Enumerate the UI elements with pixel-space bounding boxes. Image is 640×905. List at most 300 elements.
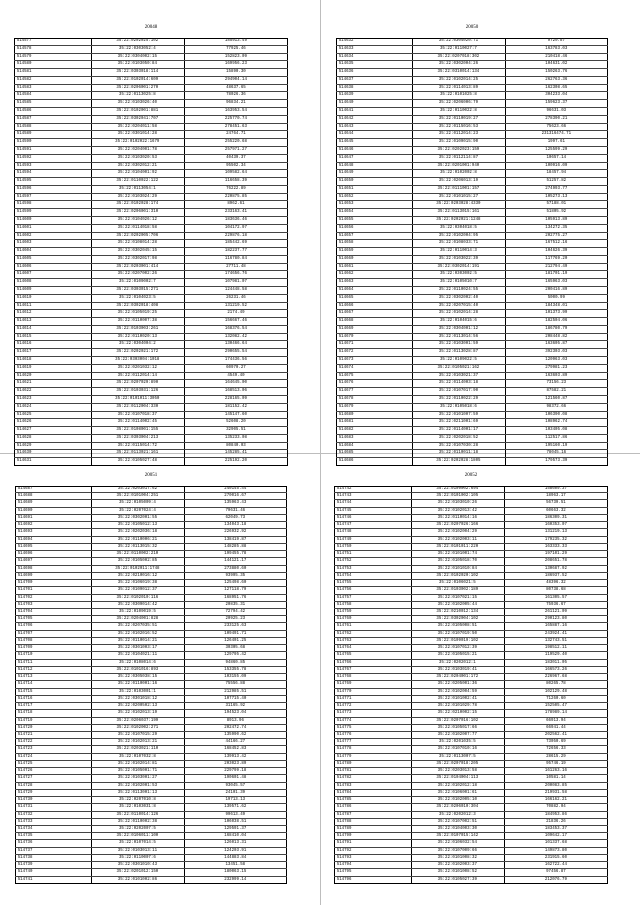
record-number: 514737 xyxy=(17,848,33,853)
value-cell: 290655.54 xyxy=(224,350,247,355)
value-cell: 210418.46 xyxy=(545,54,568,59)
value-cell: 135233.08 xyxy=(224,435,247,440)
cadastral-number: 35:22:0102028:174 xyxy=(116,202,159,207)
record-number: 514769 xyxy=(336,682,352,687)
value-cell: 161305.57 xyxy=(544,595,567,600)
record-number: 514586 xyxy=(16,109,32,114)
table-row xyxy=(334,631,608,638)
record-number: 514755 xyxy=(336,581,352,586)
cadastral-number: 35:22:0210016:12 xyxy=(117,573,158,578)
value-cell: 262763.36 xyxy=(545,77,568,82)
sheet-2 xyxy=(336,25,608,466)
value-cell: 100916.09 xyxy=(545,163,568,168)
value-cell: 127118.79 xyxy=(224,588,247,593)
value-cell: 108962.74 xyxy=(545,420,568,425)
record-number: 514791 xyxy=(336,841,352,846)
value-cell: 95746.19 xyxy=(546,761,566,766)
record-number: 514609 xyxy=(16,288,32,292)
record-number: 514773 xyxy=(336,711,352,716)
table-row xyxy=(15,681,287,688)
value-cell: 102129.48 xyxy=(544,689,567,694)
record-number: 514640 xyxy=(338,101,354,106)
record-number: 514700 xyxy=(17,581,33,586)
cadastral-number: 35:22:0206037:199 xyxy=(116,718,159,723)
cadastral-number: 35:22:0114013:89 xyxy=(438,85,479,90)
table-row xyxy=(15,840,287,847)
value-cell: 243924.41 xyxy=(544,631,567,636)
value-cell: 144121.17 xyxy=(224,559,247,564)
cadastral-number: 35:22:0102014:25 xyxy=(438,77,479,82)
record-number: 514723 xyxy=(17,747,33,752)
record-number: 514620 xyxy=(16,373,32,378)
cadastral-number: 35:22:0109002:694 xyxy=(436,487,479,491)
table-row xyxy=(14,380,288,388)
record-number: 514594 xyxy=(16,171,32,176)
value-cell: 185913.49 xyxy=(224,39,247,43)
cadastral-number: 35:22:0104021:11 xyxy=(117,653,158,658)
table-row xyxy=(334,826,608,833)
table-row xyxy=(14,427,288,435)
cadastral-number: 35:22:0304001:12 xyxy=(438,326,479,331)
cadastral-number: 35:22:0113001:13 xyxy=(117,790,158,795)
record-number: 514754 xyxy=(336,573,352,578)
value-cell: 73050.69 xyxy=(546,740,566,745)
table-row xyxy=(14,373,288,381)
value-cell: 48637.65 xyxy=(226,85,246,90)
value-cell: 194523.04 xyxy=(224,711,247,716)
table-row xyxy=(334,674,608,681)
table-row xyxy=(334,689,608,696)
table-row xyxy=(334,566,608,573)
value-cell: 96834.21 xyxy=(226,101,246,106)
record-number: 514793 xyxy=(336,855,352,860)
table-row xyxy=(15,558,287,565)
value-cell: 104626.39 xyxy=(545,249,568,254)
value-cell: 139571.62 xyxy=(224,805,247,810)
cadastral-number: 35:22:0110014:21 xyxy=(117,638,158,643)
record-number: 514768 xyxy=(336,675,352,680)
cadastral-number: 35:22:0301014:28 xyxy=(117,132,157,137)
value-cell: 138419.87 xyxy=(224,537,247,542)
record-number: 514699 xyxy=(17,573,33,578)
cadastral-number: 35:22:0206001:270 xyxy=(116,85,159,90)
record-number: 514749 xyxy=(336,537,352,542)
cadastral-number: 35:22:0108014:6 xyxy=(118,660,156,665)
cadastral-number: 35:22:0107019:50 xyxy=(437,631,477,636)
cadastral-number: 35:22:0107030:28 xyxy=(438,443,479,448)
record-number: 514772 xyxy=(336,704,352,709)
cadastral-number: 35:22:0206001:310 xyxy=(116,210,159,215)
record-number: 514633 xyxy=(338,46,354,51)
record-number: 514613 xyxy=(16,319,32,324)
table-row xyxy=(15,667,287,674)
table-row xyxy=(15,754,287,761)
record-number: 514712 xyxy=(17,667,33,672)
value-cell: 183453.37 xyxy=(544,827,567,832)
cadastral-number: 35:22:0102002:271 xyxy=(116,725,159,730)
cadastral-number: 35:22:0204001:78 xyxy=(117,147,157,152)
cadastral-number: 35:22:0113025:8 xyxy=(118,93,156,98)
record-number: 514645 xyxy=(338,140,354,145)
table-row xyxy=(14,69,288,77)
value-cell: 20925.23 xyxy=(225,617,246,622)
cadastral-number: 35:22:0104004:113 xyxy=(436,776,479,781)
table-row xyxy=(15,696,287,703)
value-cell: 124448.58 xyxy=(224,288,247,292)
table-row xyxy=(334,855,608,862)
value-cell: 208651.78 xyxy=(544,559,567,564)
value-cell: 21836.26 xyxy=(546,819,566,824)
record-number: 514720 xyxy=(17,725,33,730)
table-row xyxy=(334,746,608,753)
table-row xyxy=(15,522,287,529)
record-number: 514590 xyxy=(16,140,32,145)
sheet-3 xyxy=(15,473,287,884)
cadastral-number: 35:22:0103013:11 xyxy=(117,848,158,853)
table-row xyxy=(15,674,287,681)
value-cell: 130687.92 xyxy=(544,566,567,571)
value-cell: 273880.60 xyxy=(224,566,247,571)
record-number: 514758 xyxy=(336,602,352,607)
value-cell: 290123.80 xyxy=(544,617,567,622)
cadastral-number: 35:22:0109022:5 xyxy=(439,358,477,363)
table-row xyxy=(14,147,288,155)
record-number: 514757 xyxy=(336,595,352,600)
cadastral-number: 35:22:0301003:17 xyxy=(117,646,158,651)
table-row xyxy=(14,240,288,248)
record-number: 514784 xyxy=(336,790,352,795)
table-row xyxy=(336,124,608,132)
table-row xyxy=(336,147,608,155)
table-row xyxy=(14,365,288,373)
record-number: 514675 xyxy=(338,373,354,378)
value-cell: 109491.71 xyxy=(224,631,247,636)
table-row xyxy=(334,833,608,840)
record-number: 514659 xyxy=(338,249,354,254)
value-cell: 27711.48 xyxy=(226,264,246,269)
record-number: 514771 xyxy=(336,696,352,701)
cadastral-number: 35:22:0102001:881 xyxy=(116,109,159,114)
table-row xyxy=(14,77,288,85)
record-number: 514762 xyxy=(336,631,352,636)
cadastral-number: 35:22:0103001:59 xyxy=(438,342,479,347)
value-cell: 208448.82 xyxy=(545,334,568,339)
value-cell: 2174.49 xyxy=(227,311,245,316)
value-cell: 20835.31 xyxy=(225,602,246,607)
record-number: 514604 xyxy=(16,249,32,254)
value-cell: 165963.03 xyxy=(545,280,568,285)
value-cell: 229799.18 xyxy=(224,769,247,774)
cadastral-number: 35:22:0101010:84 xyxy=(437,566,477,571)
table-row xyxy=(334,739,608,746)
value-cell: 10581.14 xyxy=(546,776,566,781)
table-row xyxy=(336,271,608,279)
record-number: 514724 xyxy=(17,754,33,759)
table-row xyxy=(336,233,608,241)
cadastral-number: 35:22:0109002:7 xyxy=(118,280,156,285)
record-number: 514679 xyxy=(338,404,354,409)
cadastral-number: 35:22:0107017:90 xyxy=(438,389,479,394)
table-row xyxy=(15,573,287,580)
record-number: 514667 xyxy=(338,311,354,316)
cadastral-number: 35:22:0207016:102 xyxy=(436,718,479,723)
cadastral-number: 35:22:0101002:105 xyxy=(436,494,479,499)
record-number: 514671 xyxy=(338,342,354,347)
record-number: 514763 xyxy=(336,638,352,643)
cadastral-number: 35:22:0302041:707 xyxy=(116,116,159,121)
table-row xyxy=(336,194,608,202)
table-row xyxy=(336,85,608,93)
record-number: 514653 xyxy=(338,202,354,207)
record-number: 514651 xyxy=(338,186,354,191)
cadastral-number: 35:22:0105018:70 xyxy=(437,559,477,564)
record-number: 514713 xyxy=(17,675,33,680)
value-cell: 279981.23 xyxy=(545,365,568,370)
value-cell: 95502.34 xyxy=(226,163,246,168)
cadastral-number: 35:22:0110014:16 xyxy=(437,515,477,520)
table-row xyxy=(15,804,287,811)
cadastral-number: 35:22:0302004:26 xyxy=(438,62,479,67)
value-cell: 4549.40 xyxy=(227,373,245,378)
table-row xyxy=(14,349,288,357)
cadastral-number: 35:22:0102020:102 xyxy=(436,573,479,578)
cadastral-number: 35:22:0113014:56 xyxy=(438,334,479,339)
cadastral-number: 35:22:0110020:13 xyxy=(117,334,157,339)
sheet-1 xyxy=(14,25,288,466)
value-cell: 77925.46 xyxy=(226,46,246,51)
record-number: 514704 xyxy=(17,609,33,614)
value-cell: 26231.46 xyxy=(226,295,246,300)
value-cell: 229876.18 xyxy=(224,233,247,238)
value-cell: 44166.27 xyxy=(225,740,246,745)
value-cell: 78045.16 xyxy=(546,451,567,456)
table-row xyxy=(334,877,608,884)
value-cell: 8962.61 xyxy=(227,202,245,207)
table-row xyxy=(15,508,287,515)
value-cell: 116658.39 xyxy=(224,179,247,184)
record-number: 514715 xyxy=(17,689,33,694)
record-number: 514752 xyxy=(336,559,352,564)
value-cell: 178989.14 xyxy=(544,711,567,716)
table-row xyxy=(15,869,287,876)
table-row xyxy=(334,500,608,507)
cadastral-number: 35:22:0105021:162 xyxy=(437,365,480,370)
table-row xyxy=(334,862,608,869)
cadastral-number: 35:22:0203021:110 xyxy=(116,747,159,752)
record-number: 514717 xyxy=(17,704,33,709)
record-number: 514676 xyxy=(338,381,354,386)
record-number: 514767 xyxy=(336,667,352,672)
cadastral-number: 35:22:0101001:74 xyxy=(437,552,477,557)
record-number: 514687 xyxy=(17,487,33,491)
value-cell: 119529.40 xyxy=(544,653,567,658)
value-cell: 121560.87 xyxy=(545,396,568,401)
table-row xyxy=(15,580,287,587)
table-row xyxy=(14,310,288,318)
value-cell: 18963.17 xyxy=(546,494,566,499)
table-row xyxy=(336,217,608,225)
record-number: 514694 xyxy=(17,537,33,542)
table-row xyxy=(336,61,608,69)
record-number: 514719 xyxy=(17,718,33,723)
table-row xyxy=(334,537,608,544)
record-number: 514582 xyxy=(16,77,32,82)
record-number: 514744 xyxy=(336,501,352,506)
table-row xyxy=(334,797,608,804)
value-cell: 130466.64 xyxy=(224,342,247,347)
cadastral-number: 35:22:0105008:51 xyxy=(437,624,477,629)
value-cell: 169956.23 xyxy=(224,62,247,67)
value-cell: 94860.85 xyxy=(225,660,246,665)
cadastral-number: 35:22:0102014:609 xyxy=(116,77,159,82)
cadastral-number: 35:22:0114002:45 xyxy=(117,420,157,425)
sheet-title: 20052 xyxy=(464,473,478,478)
record-number: 514683 xyxy=(338,435,354,440)
record-number: 514673 xyxy=(338,358,354,363)
record-number: 514672 xyxy=(338,350,354,355)
value-cell: 145285.41 xyxy=(224,451,247,456)
value-cell: 179573.39 xyxy=(545,459,568,464)
record-number: 514698 xyxy=(17,566,33,571)
table-row xyxy=(336,287,608,295)
table-row xyxy=(334,732,608,739)
record-number: 514592 xyxy=(16,155,32,160)
cadastral-number: 35:22:0304018:5 xyxy=(439,225,477,230)
cadastral-number: 35:22:0302002:40 xyxy=(438,295,479,300)
table-row xyxy=(336,334,608,342)
cadastral-number: 35:22:0103022:39 xyxy=(438,256,479,261)
record-number: 514789 xyxy=(336,827,352,832)
value-cell: 75623.66 xyxy=(546,124,567,129)
cadastral-number: 35:22:0304020:71 xyxy=(438,39,479,43)
cadastral-number: 35:22:0106019:38 xyxy=(117,581,158,586)
table-row xyxy=(14,388,288,396)
record-number: 514714 xyxy=(17,682,33,687)
table-row xyxy=(334,580,608,587)
record-number: 514612 xyxy=(16,311,32,316)
cadastral-number: 35:22:0207029:890 xyxy=(116,381,159,386)
cadastral-number: 35:22:0102010:116 xyxy=(116,595,159,600)
value-cell: 78026.36 xyxy=(226,93,246,98)
value-cell: 240145.44 xyxy=(224,487,247,491)
value-cell: 261121.09 xyxy=(544,609,567,614)
value-cell: 120963.03 xyxy=(545,358,568,363)
value-cell: 168452.83 xyxy=(224,747,247,752)
value-cell: 105913.89 xyxy=(545,217,568,222)
cadastral-number: 35:22:0203001:414 xyxy=(116,264,159,269)
record-number: 514740 xyxy=(17,870,33,875)
cadastral-number: 35:22:0103002:189 xyxy=(436,588,479,593)
value-cell: 117769.20 xyxy=(545,256,568,261)
cadastral-number: 35:22:0105010:7 xyxy=(439,280,477,285)
record-number: 514616 xyxy=(16,342,32,347)
cadastral-number: 35:22:0110022:122 xyxy=(116,179,159,184)
cadastral-number: 35:22:0103003:261 xyxy=(116,326,159,331)
record-number: 514625 xyxy=(16,412,32,417)
table-row xyxy=(14,458,288,466)
value-cell: 294904.14 xyxy=(224,77,247,82)
value-cell: 163605.87 xyxy=(545,342,568,347)
value-cell: 203023.89 xyxy=(224,761,247,766)
value-cell: 72656.33 xyxy=(546,747,566,752)
table-row xyxy=(334,848,608,855)
record-number: 514655 xyxy=(338,217,354,222)
cadastral-number: 35:22:0114003:18 xyxy=(438,381,479,386)
record-number: 514733 xyxy=(17,819,33,824)
table-row xyxy=(336,248,608,256)
record-number: 514696 xyxy=(17,552,33,557)
value-cell: 182237.77 xyxy=(224,249,247,254)
value-cell: 112517.86 xyxy=(545,435,568,440)
table-row xyxy=(15,725,287,732)
value-cell: 134272.35 xyxy=(545,225,568,230)
record-number: 514761 xyxy=(336,624,352,629)
cadastral-number: 35:22:0102007:77 xyxy=(437,732,477,737)
record-number: 514787 xyxy=(336,812,352,817)
value-cell: 80840.03 xyxy=(226,443,246,448)
record-number: 514685 xyxy=(338,451,354,456)
cadastral-number: 35:22:0106011:100 xyxy=(116,834,159,839)
value-cell: 181152.42 xyxy=(224,404,247,409)
value-cell: 126401.25 xyxy=(224,638,247,643)
record-number: 514583 xyxy=(16,85,32,90)
record-number: 514735 xyxy=(17,834,33,839)
table-row xyxy=(15,718,287,725)
table-row xyxy=(334,703,608,710)
value-cell: 103155.09 xyxy=(224,675,247,680)
value-cell: 278451.63 xyxy=(224,124,247,129)
value-cell: 180063.15 xyxy=(224,870,247,875)
record-number: 514718 xyxy=(17,711,33,716)
record-number: 514602 xyxy=(16,233,32,238)
record-number: 514743 xyxy=(336,494,352,499)
value-cell: 225192.20 xyxy=(224,459,247,464)
value-cell: 148285.88 xyxy=(224,544,247,549)
table-row xyxy=(15,783,287,790)
table-row xyxy=(14,46,288,54)
cadastral-number: 35:22:0102014:28 xyxy=(438,311,479,316)
value-cell: 75556.88 xyxy=(225,682,246,687)
table-row xyxy=(334,551,608,558)
sheet-title: 20048 xyxy=(144,25,158,30)
record-number: 514658 xyxy=(338,241,354,246)
record-number: 514684 xyxy=(338,443,354,448)
table-row xyxy=(14,248,288,256)
cadastral-number: 35:22:0106032:54 xyxy=(437,841,477,846)
table-row xyxy=(14,170,288,178)
record-number: 514776 xyxy=(336,732,352,737)
table-row xyxy=(15,638,287,645)
value-cell: 75936.67 xyxy=(546,602,566,607)
data-table xyxy=(14,38,288,466)
cadastral-number: 35:22:0110022:29 xyxy=(438,396,479,401)
record-number: 514760 xyxy=(336,617,352,622)
table-row xyxy=(15,833,287,840)
table-row xyxy=(14,279,288,287)
table-row xyxy=(14,233,288,241)
cadastral-number: 35:22:0302004:102 xyxy=(436,617,479,622)
record-number: 514623 xyxy=(16,396,32,401)
table-row xyxy=(334,869,608,876)
cadastral-number: 35:22:0202036:18 xyxy=(117,530,158,535)
record-number: 514603 xyxy=(16,241,32,246)
cadastral-number: 35:22:0110007:6 xyxy=(118,855,156,860)
table-row xyxy=(336,209,608,217)
table-row xyxy=(336,341,608,349)
record-number: 514701 xyxy=(17,588,33,593)
value-cell: 270016.67 xyxy=(224,494,247,499)
table-row xyxy=(336,163,608,171)
